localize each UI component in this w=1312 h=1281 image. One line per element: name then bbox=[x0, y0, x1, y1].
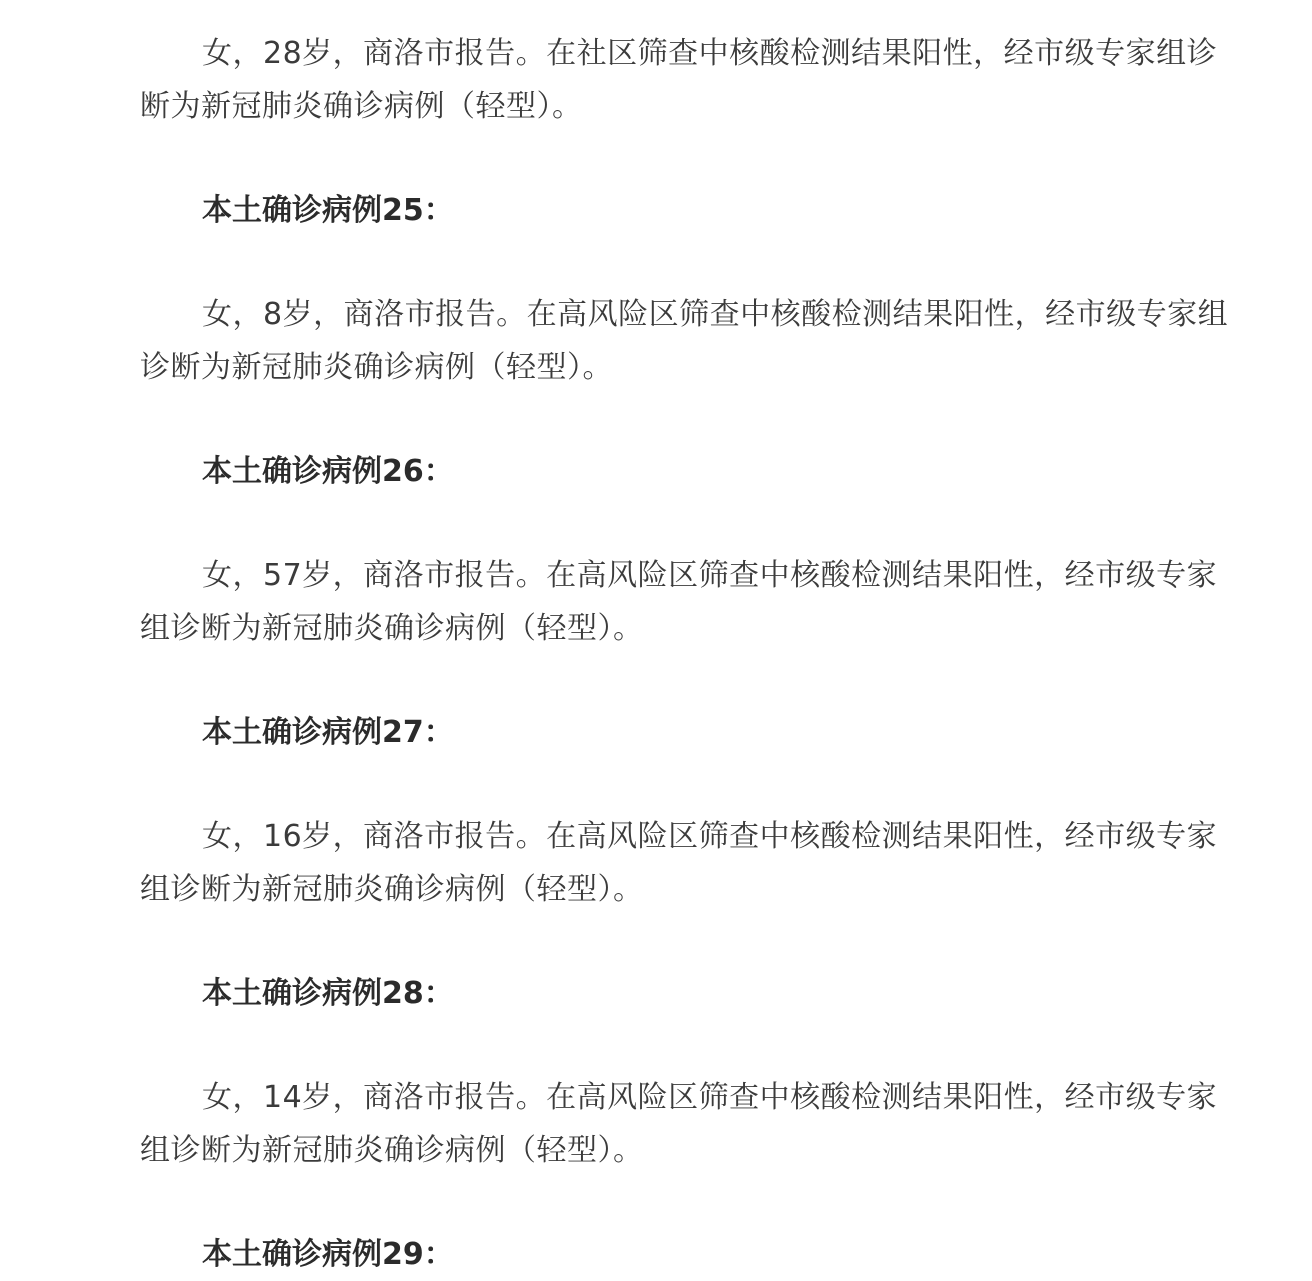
case-28-description: 女，14岁，商洛市报告。在高风险区筛查中核酸检测结果阳性，经市级专家组诊断为新冠肺炎确诊病例（轻型）。 bbox=[140, 1080, 1218, 1168]
case-28-heading: 本土确诊病例28： bbox=[202, 976, 454, 1011]
case-27-heading: 本土确诊病例27： bbox=[202, 715, 454, 750]
case-24-description: 女，28岁，商洛市报告。在社区筛查中核酸检测结果阳性，经市级专家组诊断为新冠肺炎确诊病例（轻型）。 bbox=[140, 36, 1218, 124]
case-27-description: 女，16岁，商洛市报告。在高风险区筛查中核酸检测结果阳性，经市级专家组诊断为新冠肺炎确诊病例（轻型）。 bbox=[140, 819, 1218, 907]
case-25-heading: 本土确诊病例25： bbox=[202, 193, 454, 228]
case-26-heading: 本土确诊病例26： bbox=[202, 454, 454, 489]
case-26-description: 女，57岁，商洛市报告。在高风险区筛查中核酸检测结果阳性，经市级专家组诊断为新冠肺炎确诊病例（轻型）。 bbox=[140, 558, 1218, 646]
case-29-heading: 本土确诊病例29： bbox=[202, 1237, 454, 1272]
case-25-description: 女，8岁，商洛市报告。在高风险区筛查中核酸检测结果阳性，经市级专家组诊断为新冠肺炎确诊病例（轻型）。 bbox=[140, 297, 1229, 385]
